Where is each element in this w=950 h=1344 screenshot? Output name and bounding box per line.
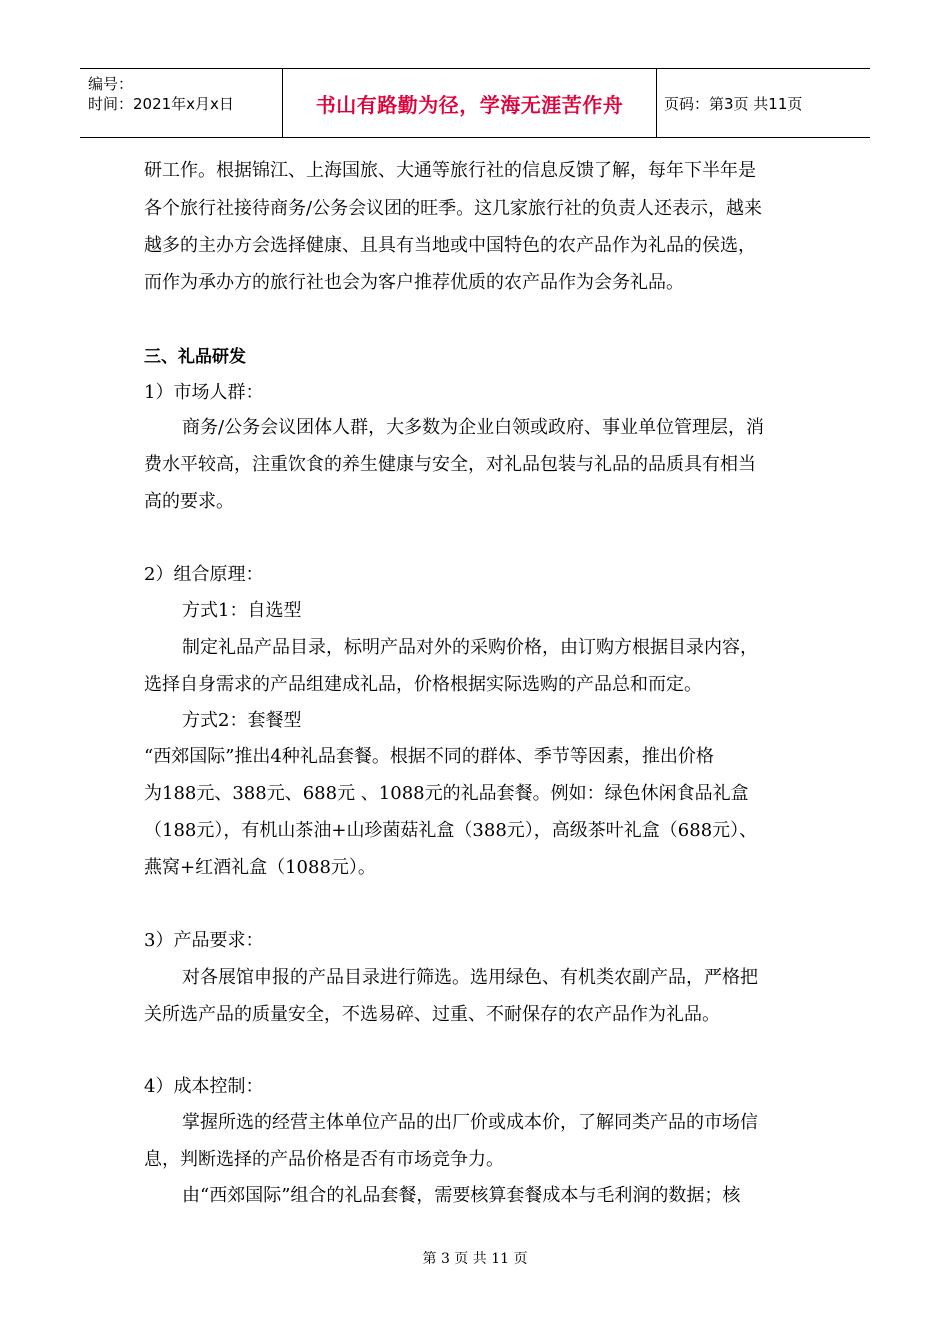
paragraph-line: 关所选产品的质量安全，不选易碎、过重、不耐保存的农产品作为礼品。 — [144, 1004, 720, 1025]
paragraph-line: 息，判断选择的产品价格是否有市场竞争力。 — [144, 1149, 504, 1170]
paragraph-line: 费水平较高，注重饮食的养生健康与安全，对礼品包装与礼品的品质具有相当 — [144, 454, 756, 475]
paragraph-line: 各个旅行社接待商务/公务会议团的旺季。这几家旅行社的负责人还表示，越来 — [144, 198, 763, 219]
subsection-heading: 2）组合原理： — [144, 564, 264, 585]
paragraph-line: 制定礼品产品目录，标明产品对外的采购价格，由订购方根据目录内容， — [182, 637, 758, 658]
page-header — [80, 68, 870, 138]
document-time-label: 时间：2021年x月x日 — [88, 95, 234, 113]
paragraph-line: 商务/公务会议团体人群，大多数为企业白领或政府、事业单位管理层，消 — [182, 417, 765, 438]
paragraph-line: “西郊国际”推出4种礼品套餐。根据不同的群体、季节等因素，推出价格 — [144, 746, 714, 767]
paragraph-line: 掌握所选的经营主体单位产品的出厂价或成本价，了解同类产品的市场信 — [182, 1112, 758, 1133]
document-number-label: 编号： — [88, 75, 134, 93]
section-heading: 三、礼品研发 — [144, 347, 246, 367]
header-page-cell — [656, 69, 870, 137]
paragraph-line: 高的要求。 — [144, 491, 234, 512]
paragraph-line: 选择自身需求的产品组建成礼品，价格根据实际选购的产品总和而定。 — [144, 674, 702, 695]
header-motto: 书山有路勤为径，学海无涯苦作舟 — [315, 92, 624, 117]
paragraph-line: 由“西郊国际”组合的礼品套餐，需要核算套餐成本与毛利润的数据；核 — [182, 1185, 741, 1206]
header-meta-cell — [80, 69, 282, 137]
paragraph-line: 燕窝+红酒礼盒（1088元）。 — [144, 857, 376, 878]
method-label: 方式1：自选型 — [182, 600, 302, 621]
subsection-heading: 1）市场人群： — [144, 382, 264, 403]
paragraph-line: 为188元、388元、688元 、1088元的礼品套餐。例如：绿色休闲食品礼盒 — [144, 783, 749, 804]
subsection-heading: 4）成本控制： — [144, 1076, 264, 1097]
header-page-info: 页码：第3页 共11页 — [664, 94, 803, 113]
paragraph-line: 而作为承办方的旅行社也会为客户推荐优质的农产品作为会务礼品。 — [144, 272, 684, 293]
paragraph-line: 对各展馆申报的产品目录进行筛选。选用绿色、有机类农副产品，严格把 — [182, 967, 758, 988]
method-label: 方式2：套餐型 — [182, 710, 302, 731]
subsection-heading: 3）产品要求： — [144, 930, 264, 951]
paragraph-line: 越多的主办方会选择健康、且具有当地或中国特色的农产品作为礼品的侯选， — [144, 235, 756, 256]
paragraph-line: 研工作。根据锦江、上海国旅、大通等旅行社的信息反馈了解，每年下半年是 — [144, 160, 756, 181]
paragraph-line: （188元），有机山茶油+山珍菌菇礼盒（388元），高级茶叶礼盒（688元）、 — [144, 820, 758, 841]
page-footer: 第 3 页 共 11 页 — [422, 1251, 528, 1267]
header-motto-cell — [282, 69, 657, 137]
